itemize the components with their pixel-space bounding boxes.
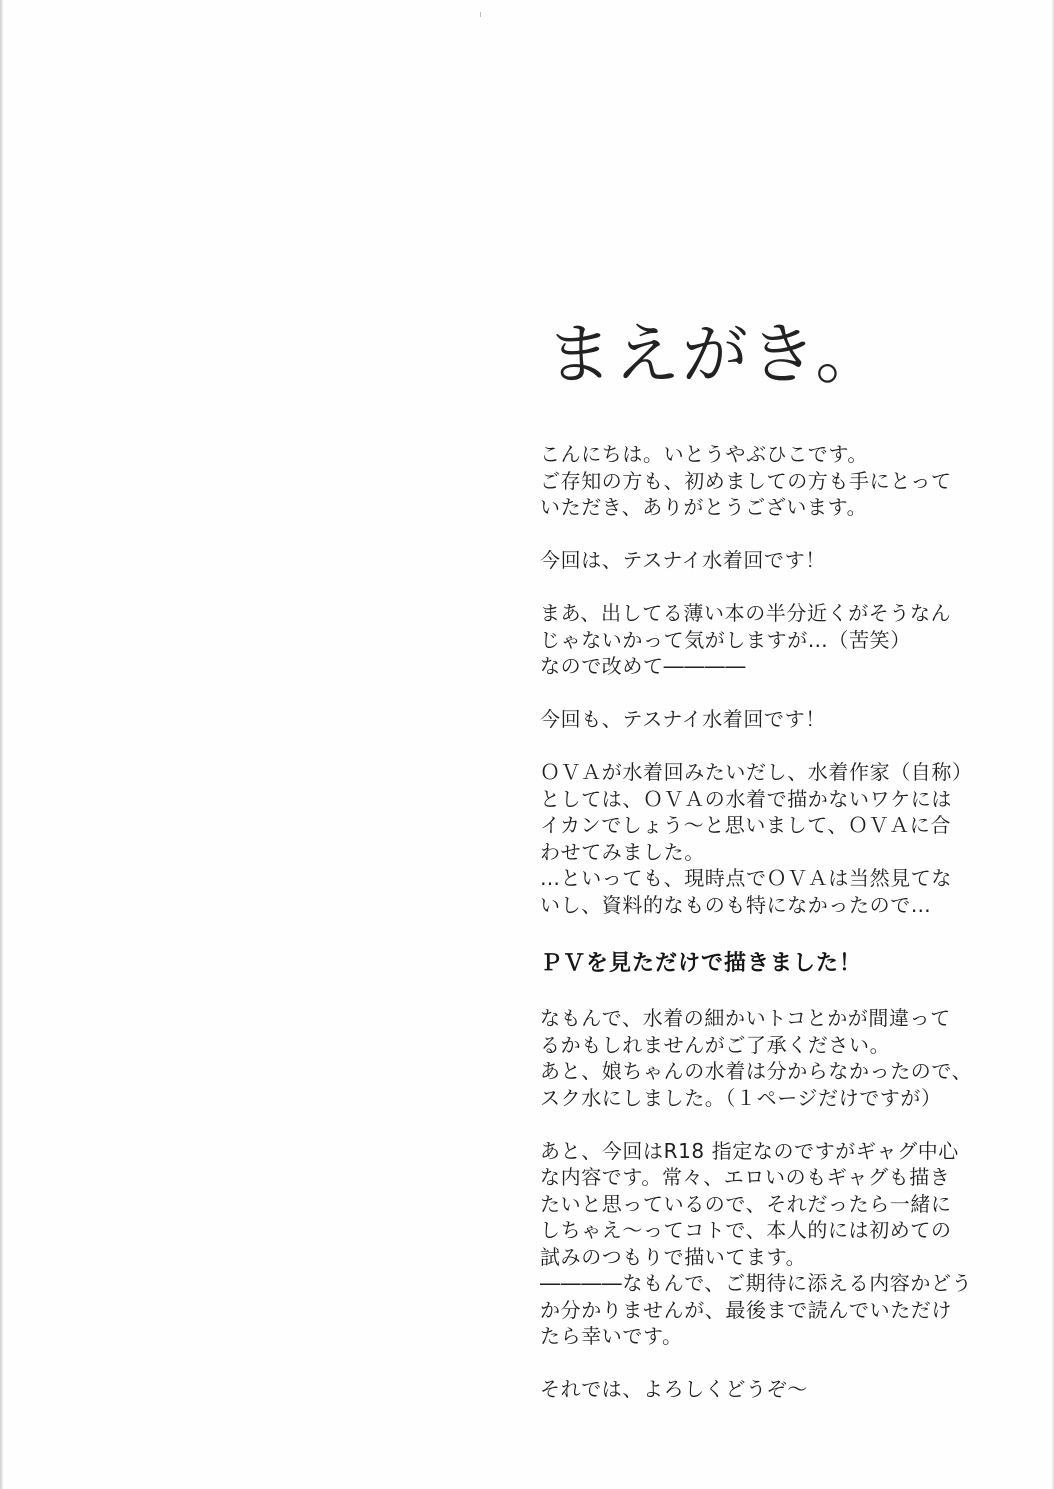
text-line: いし、資料的なものも特になかったので… [540,892,932,917]
text-line: ＯＶＡが水着回みたいだし、水着作家（自称） [540,760,973,784]
text-line: たら幸いです。 [540,1324,683,1348]
preface-body [540,441,980,1403]
paragraph-gap [540,1350,980,1377]
text-line: スク水にしました。（１ページだけですが） [540,1085,942,1110]
text-line: ご存知の方も、初めましての方も手にとって [540,468,952,493]
text-line: るかもしれませんがご了承ください。 [540,1032,891,1057]
text-line: それでは、よろしくどうぞ～ [540,1377,808,1401]
text-line: 今回も、テスナイ水着回です！ [540,707,826,731]
paragraph-gap [540,1111,980,1138]
page-left-edge [0,0,3,1489]
emphasis-line: ＰＶを見ただけで描きました！ [540,950,863,976]
text-line: …といっても、現時点でＯＶＡは当然見てな [540,866,952,890]
text-line: たいと思っているので、それだったら一緒に [540,1191,952,1216]
text-line: なもんで、水着の細かいトコとかが間違って [540,1006,951,1030]
text-line: わせてみました。 [540,839,705,864]
text-line: あと、今回はR18 指定なのですがギャグ中心 [540,1138,959,1163]
text-line: じゃないかって気がしますが…（苦笑） [540,627,911,652]
text-line: まあ、出してる薄い本の半分近くがそうなん [540,601,952,625]
text-line: イカンでしょう～と思いまして、ＯＶＡに合 [540,813,951,837]
text-line: としては、ＯＶＡの水着で描かないワケには [540,786,952,811]
text-line: か分かりませんが、最後まで読んでいただけ [540,1297,952,1322]
paragraph-gap [540,979,980,1006]
text-line: 今回は、テスナイ水着回です！ [540,548,826,572]
text-line: いただき、ありがとうございます。 [540,495,868,519]
paragraph-gap [540,918,980,945]
text-line: こんにちは。いとうやぶひこです。 [540,442,868,466]
text-line: しちゃえ～ってコトで、本人的には初めての [540,1218,952,1242]
text-line: な内容です。常々、エロいのもギャグも描き [540,1165,951,1189]
text-line: ――――なもんで、ご期待に添える内容かどう [540,1271,973,1295]
text-line: 試みのつもりで描いてます。 [540,1244,807,1269]
scan-speck [480,12,481,17]
paragraph-gap [540,521,980,548]
page-title: まえがき。 [546,316,884,393]
text-line: なので改めて―――― [540,654,746,678]
paragraph-gap [540,680,980,707]
paragraph-gap [540,574,980,601]
text-line: あと、娘ちゃんの水着は分からなかったので、 [540,1059,973,1083]
paragraph-gap [540,733,980,760]
